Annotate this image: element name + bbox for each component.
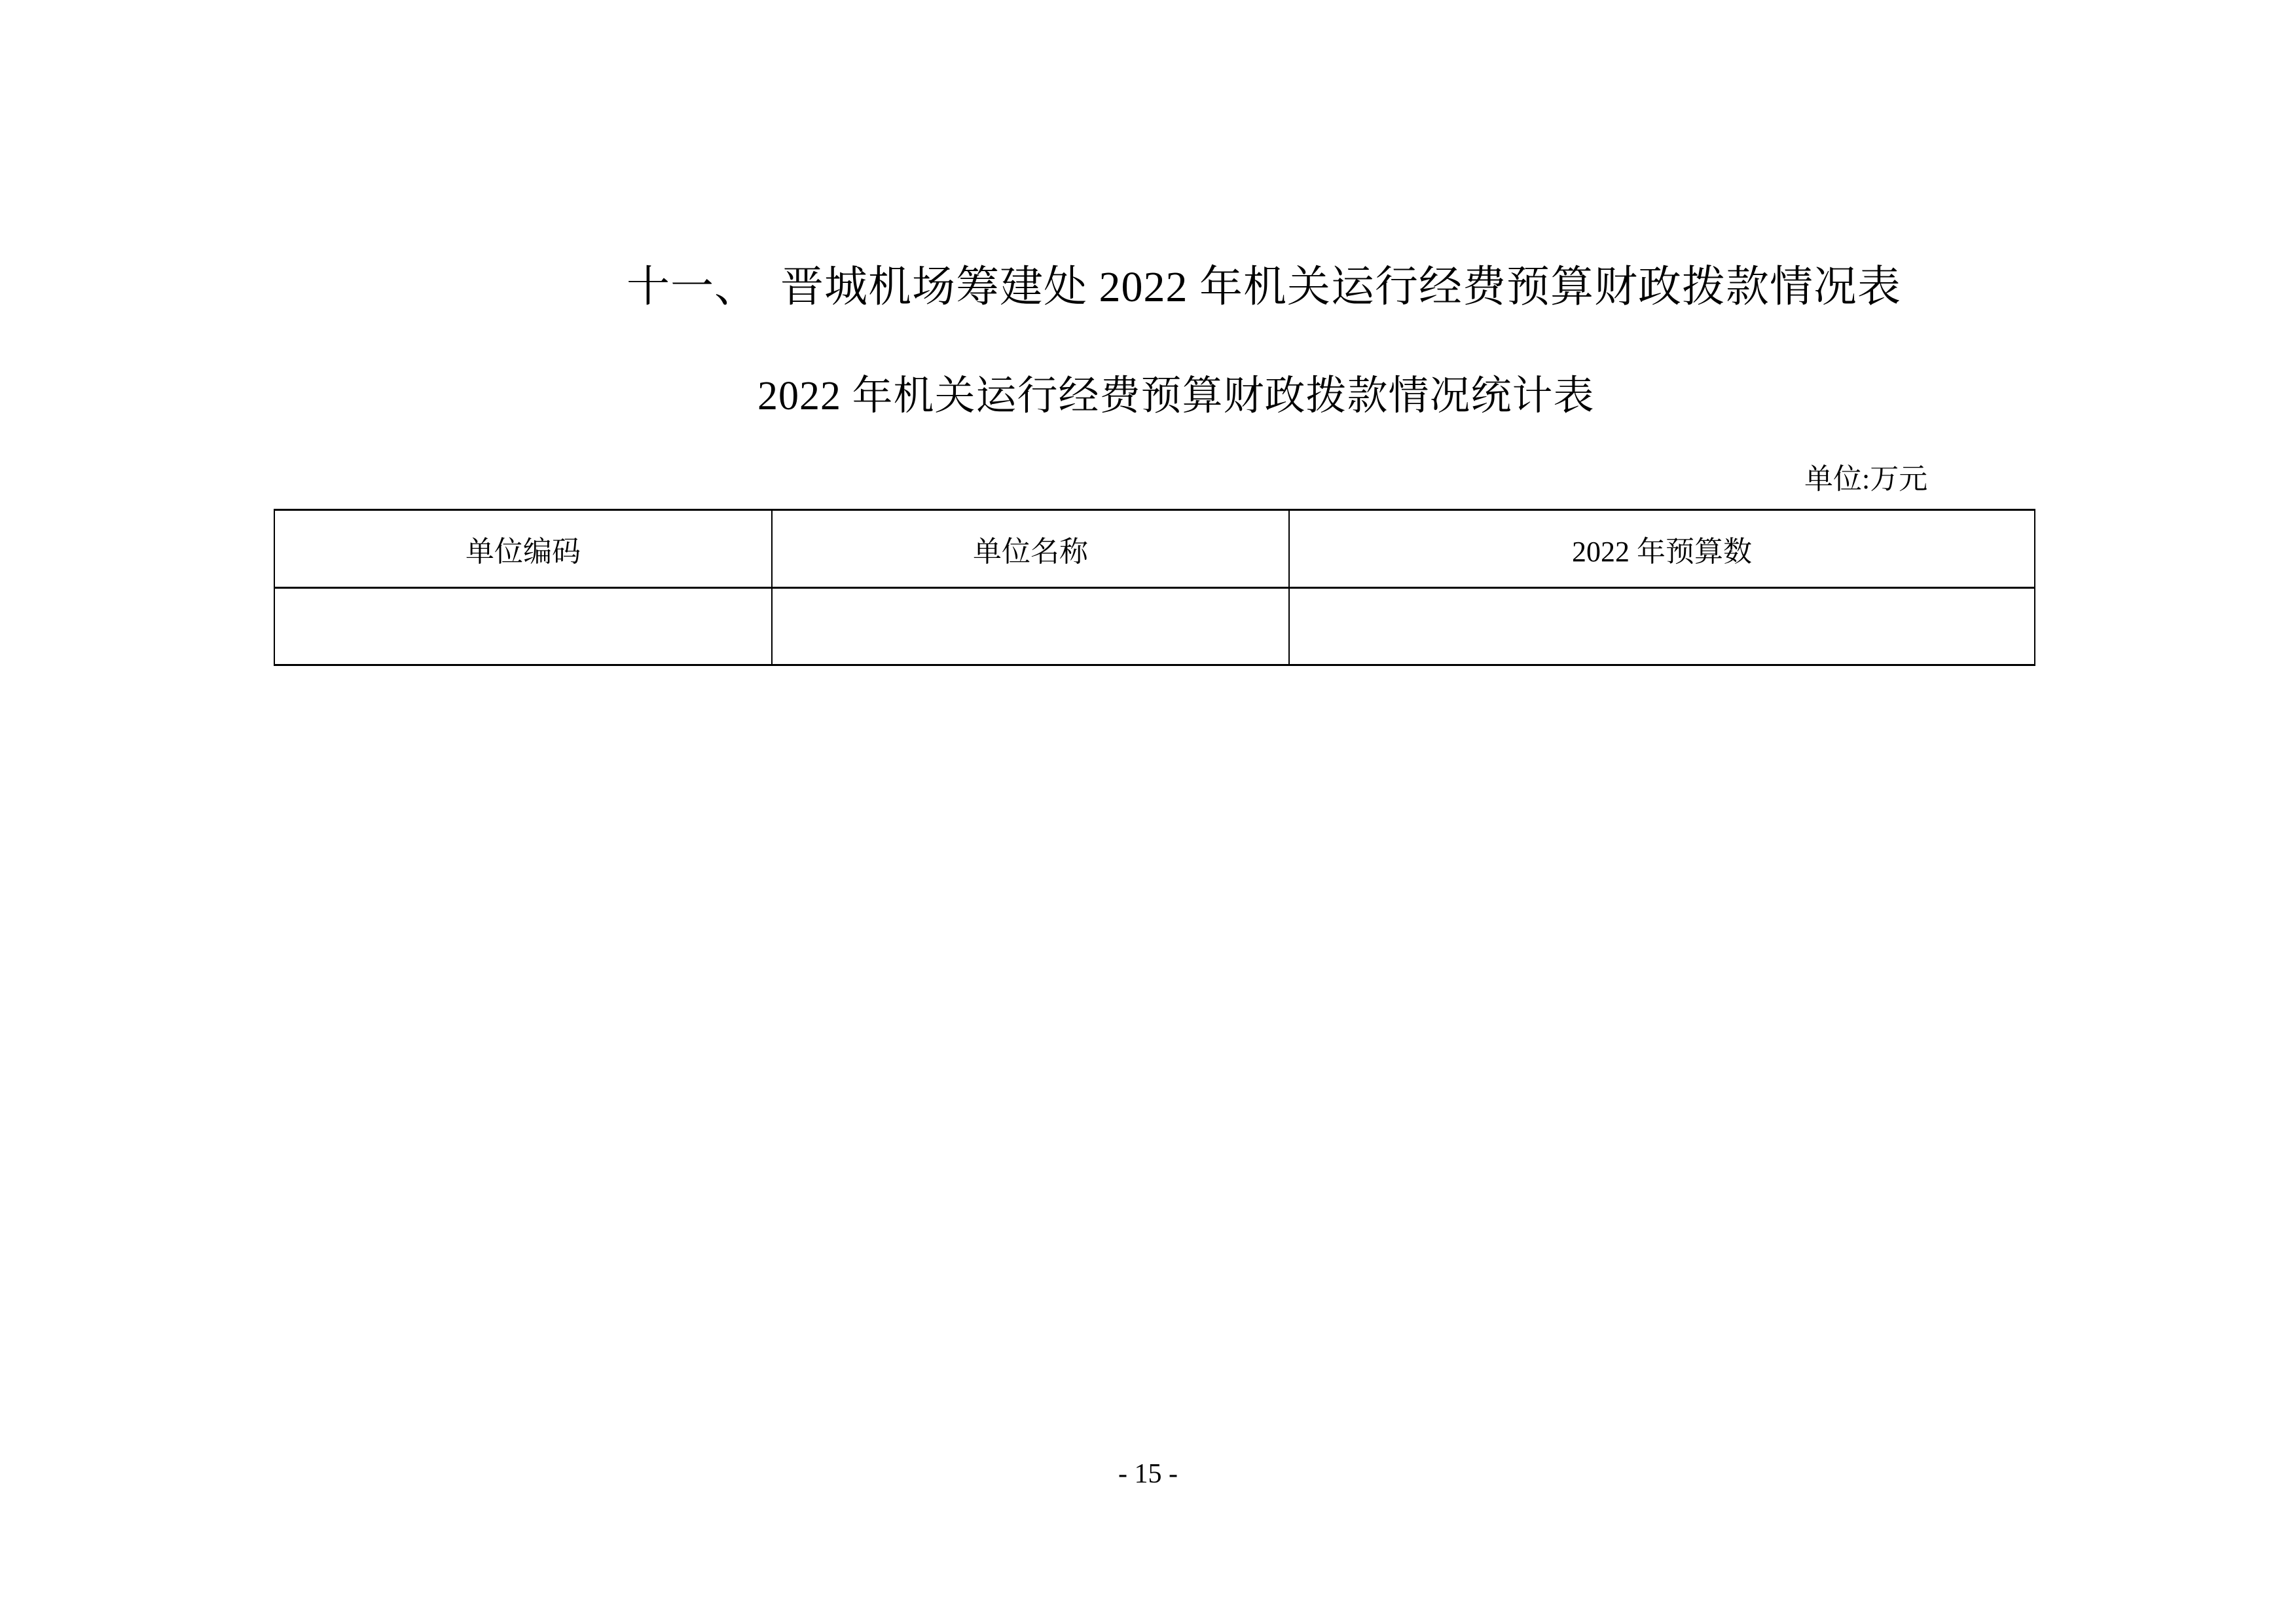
page-number: - 15 - bbox=[1118, 1459, 1178, 1489]
table-header-row bbox=[274, 510, 2035, 588]
table-title: 2022 年机关运行经费预算财政拨款情况统计表 bbox=[757, 374, 1595, 418]
column-header-budget-2022: 2022 年预算数 bbox=[1289, 510, 2035, 588]
column-header-unit-code: 单位编码 bbox=[274, 510, 772, 588]
column-header-unit-name: 单位名称 bbox=[772, 510, 1289, 588]
cell-unit-code bbox=[274, 588, 772, 665]
budget-table bbox=[274, 509, 2035, 666]
table-row bbox=[274, 588, 2035, 665]
cell-unit-name bbox=[772, 588, 1289, 665]
unit-note: 单位:万元 bbox=[1804, 463, 1928, 495]
cell-budget-2022 bbox=[1289, 588, 2035, 665]
section-title: 十一、 晋城机场筹建处 2022 年机关运行经费预算财政拨款情况表 bbox=[627, 263, 1901, 311]
